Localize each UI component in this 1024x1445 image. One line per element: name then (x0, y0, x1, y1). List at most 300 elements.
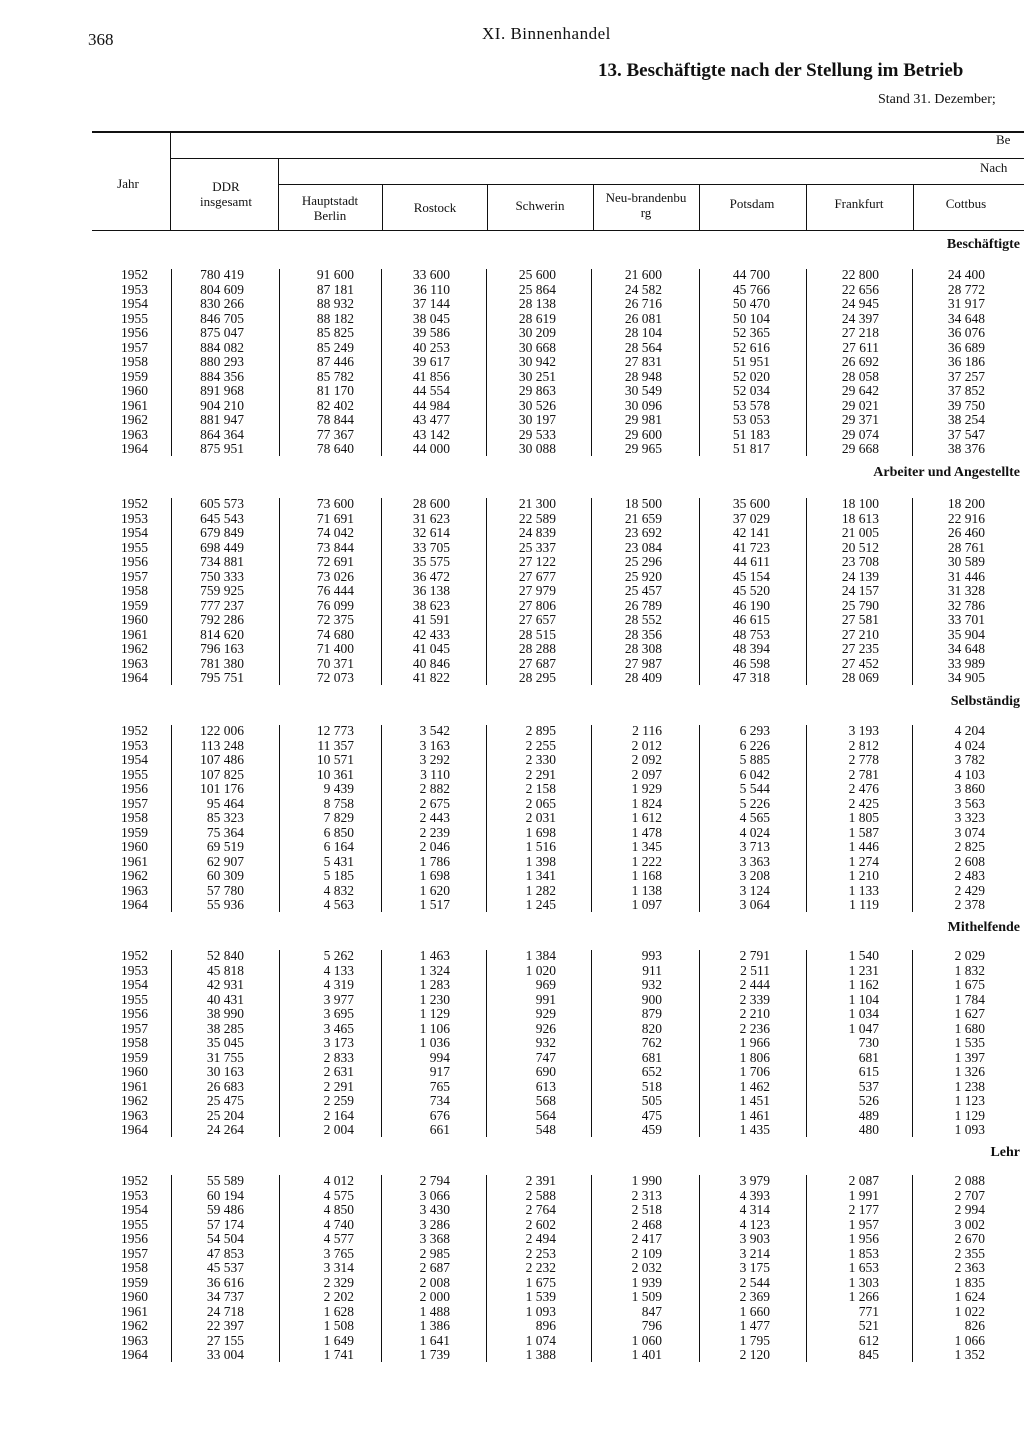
table-cell: 37 029 (732, 510, 770, 526)
table-cell: 24 582 (624, 281, 662, 297)
table-cell: 6 042 (739, 766, 770, 782)
table-cell: 1 641 (419, 1332, 450, 1348)
table-cell: 781 380 (200, 655, 244, 671)
table-cell: 57 780 (206, 882, 244, 898)
table-cell: 36 110 (413, 281, 450, 297)
table-cell: 28 761 (947, 539, 985, 555)
table-cell: 72 073 (316, 670, 354, 685)
table-cell: 41 045 (412, 641, 450, 656)
table-cell: 73 844 (316, 539, 354, 555)
table-cell: 4 204 (954, 723, 985, 738)
table-cell: 24 157 (841, 583, 879, 598)
year-cell: 1953 (121, 281, 148, 297)
table-cell: 1 991 (848, 1187, 879, 1203)
table-cell: 847 (641, 1303, 662, 1319)
table-cell: 2 602 (525, 1216, 556, 1232)
header-frankfurt: Frankfurt (834, 196, 884, 211)
table-cell: 21 300 (518, 496, 556, 511)
table-cell: 475 (641, 1107, 662, 1123)
table-cell: 3 173 (323, 1035, 354, 1050)
table-cell: 36 076 (947, 325, 985, 340)
table-cell: 881 947 (200, 412, 244, 427)
table-cell: 31 446 (947, 568, 985, 584)
year-cell: 1955 (121, 1216, 148, 1232)
table-cell: 1 680 (954, 1020, 985, 1036)
table-cell: 46 615 (732, 612, 770, 627)
table-cell: 1 539 (525, 1289, 556, 1304)
table-cell: 30 088 (518, 441, 556, 456)
table-cell: 6 850 (323, 824, 354, 840)
table-cell: 2 029 (954, 948, 985, 963)
table-cell: 32 614 (412, 525, 450, 540)
table-cell: 30 251 (518, 368, 556, 384)
table-cell: 2 355 (954, 1245, 985, 1261)
table-cell: 25 920 (624, 568, 662, 584)
table-cell: 52 034 (732, 383, 770, 398)
year-cell: 1958 (121, 1260, 148, 1275)
table-cell: 1 324 (419, 962, 450, 978)
table-cell: 2 825 (954, 839, 985, 854)
table-cell: 25 475 (206, 1093, 244, 1108)
be-rule (170, 158, 1024, 159)
table-cell: 24 264 (206, 1122, 244, 1137)
table-cell: 2 895 (525, 723, 556, 738)
table-cell: 2 012 (631, 737, 662, 753)
table-cell: 5 226 (739, 795, 770, 811)
table-cell: 29 981 (624, 412, 662, 427)
table-cell: 71 691 (316, 510, 354, 526)
table-cell: 78 844 (316, 412, 354, 427)
header-potsdam: Potsdam (729, 196, 775, 211)
column-divider (486, 498, 487, 685)
table-cell: 78 640 (316, 441, 354, 456)
table-cell: 36 616 (206, 1274, 244, 1290)
table-cell: 2 391 (525, 1173, 556, 1188)
table-cell: 2 087 (848, 1173, 879, 1188)
header-jahr: Jahr (117, 176, 139, 191)
table-cell: 1 210 (848, 868, 879, 883)
table-cell: 1 138 (631, 882, 662, 898)
table-cell: 2 608 (954, 853, 985, 869)
table-cell: 35 904 (947, 626, 985, 642)
table-cell: 41 723 (732, 539, 770, 555)
table-cell: 28 409 (624, 670, 662, 685)
header-neubrandenburg: Neu-brandenburg (605, 190, 687, 220)
table-cell: 3 368 (419, 1231, 450, 1246)
table-cell: 1 478 (631, 824, 662, 840)
table-cell: 1 653 (848, 1260, 879, 1275)
table-cell: 1 957 (848, 1216, 879, 1232)
table-cell: 29 600 (624, 426, 662, 442)
table-cell: 31 623 (412, 510, 450, 526)
year-cell: 1959 (121, 597, 148, 613)
table-cell: 1 435 (739, 1122, 770, 1137)
table-cell: 21 659 (624, 510, 662, 526)
table-cell: 1 966 (739, 1035, 770, 1050)
table-cell: 1 517 (419, 897, 450, 912)
table-cell: 87 181 (316, 281, 354, 297)
table-cell: 41 856 (412, 368, 450, 384)
table-cell: 1 231 (848, 962, 879, 978)
year-cell: 1954 (121, 1202, 148, 1217)
table-cell: 22 589 (518, 510, 556, 526)
table-cell: 1 401 (631, 1347, 662, 1362)
table-cell: 1 388 (525, 1347, 556, 1362)
column-divider (806, 1175, 807, 1362)
table-cell: 43 477 (412, 412, 450, 427)
table-cell: 75 364 (206, 824, 244, 840)
table-cell: 4 832 (323, 882, 354, 898)
table-cell: 59 486 (206, 1202, 244, 1217)
table-cell: 26 081 (624, 310, 662, 326)
table-cell: 875 951 (200, 441, 244, 456)
table-cell: 3 903 (739, 1231, 770, 1246)
table-cell: 5 185 (323, 868, 354, 883)
table-cell: 22 656 (841, 281, 879, 297)
table-cell: 4 024 (954, 737, 985, 753)
table-cell: 780 419 (200, 267, 244, 282)
table-cell: 698 449 (200, 539, 244, 555)
column-divider (806, 725, 807, 912)
column-divider (912, 1175, 913, 1362)
table-title: 13. Beschäftigte nach der Stellung im Betrieb (598, 60, 964, 81)
table-cell: 2 544 (739, 1274, 770, 1290)
table-cell: 880 293 (200, 354, 244, 369)
table-cell: 771 (858, 1303, 879, 1319)
table-cell: 38 376 (947, 441, 985, 456)
table-cell: 759 925 (200, 583, 244, 598)
header-divider (487, 184, 488, 230)
table-cell: 36 689 (947, 339, 985, 355)
table-cell: 29 668 (841, 441, 879, 456)
table-cell: 613 (535, 1078, 556, 1094)
table-cell: 845 (858, 1347, 879, 1362)
table-cell: 18 200 (947, 496, 985, 511)
table-cell: 4 024 (739, 824, 770, 840)
table-cell: 24 839 (518, 525, 556, 540)
table-cell: 27 806 (518, 597, 556, 613)
table-cell: 37 144 (412, 296, 450, 311)
table-cell: 25 600 (518, 267, 556, 282)
table-cell: 43 142 (412, 426, 450, 442)
table-cell: 1 956 (848, 1231, 879, 1246)
column-divider (279, 269, 280, 456)
year-cell: 1956 (121, 554, 148, 569)
table-cell: 3 292 (419, 752, 450, 767)
table-cell: 4 740 (323, 1216, 354, 1232)
column-divider (381, 269, 382, 456)
table-cell: 2 097 (631, 766, 662, 782)
table-cell: 2 239 (419, 824, 450, 840)
table-cell: 101 176 (200, 781, 244, 796)
year-cell: 1955 (121, 310, 148, 326)
table-cell: 826 (964, 1318, 985, 1333)
table-cell: 1 739 (419, 1347, 450, 1362)
header-divider (382, 184, 383, 230)
table-cell: 1 066 (954, 1332, 985, 1348)
table-cell: 2 687 (419, 1260, 450, 1275)
table-cell: 29 371 (841, 412, 879, 427)
year-cell: 1954 (121, 977, 148, 992)
table-cell: 2 764 (525, 1202, 556, 1217)
table-cell: 932 (641, 977, 662, 992)
table-cell: 2 329 (323, 1274, 354, 1290)
table-cell: 27 611 (842, 339, 879, 355)
table-cell: 37 547 (947, 426, 985, 442)
table-cell: 95 464 (206, 795, 244, 811)
table-cell: 3 208 (739, 868, 770, 883)
table-cell: 54 504 (206, 1231, 244, 1246)
table-cell: 21 005 (841, 525, 879, 540)
year-cell: 1954 (121, 296, 148, 311)
table-cell: 2 812 (848, 737, 879, 753)
chapter-heading: XI. Binnenhandel (482, 24, 611, 43)
table-cell: 21 600 (624, 267, 662, 282)
table-cell: 36 472 (412, 568, 450, 584)
table-cell: 1 649 (323, 1332, 354, 1348)
table-cell: 1 805 (848, 810, 879, 825)
table-cell: 87 446 (316, 354, 354, 369)
table-cell: 2 791 (739, 948, 770, 963)
section-label: Mithelfende (947, 920, 1020, 935)
table-cell: 44 554 (412, 383, 450, 398)
stand-note: Stand 31. Dezember; (878, 92, 996, 107)
table-cell: 5 544 (739, 781, 770, 796)
year-cell: 1961 (121, 626, 148, 642)
table-cell: 26 460 (947, 525, 985, 540)
table-cell: 38 045 (412, 310, 450, 326)
table-cell: 23 084 (624, 539, 662, 555)
table-cell: 2 588 (525, 1187, 556, 1203)
table-cell: 52 616 (732, 339, 770, 355)
year-cell: 1953 (121, 962, 148, 978)
table-cell: 3 064 (739, 897, 770, 912)
table-cell: 2 417 (631, 1231, 662, 1246)
table-cell: 661 (429, 1122, 450, 1137)
table-cell: 929 (535, 1006, 556, 1021)
table-cell: 27 218 (841, 325, 879, 340)
table-cell: 2 378 (954, 897, 985, 912)
table-cell: 25 790 (841, 597, 879, 613)
table-cell: 1 741 (323, 1347, 354, 1362)
table-cell: 2 092 (631, 752, 662, 767)
table-cell: 1 341 (525, 868, 556, 883)
table-cell: 28 058 (841, 368, 879, 384)
table-cell: 2 675 (419, 795, 450, 811)
table-cell: 28 295 (518, 670, 556, 685)
column-divider (699, 1175, 700, 1362)
table-cell: 28 619 (518, 310, 556, 326)
table-cell: 5 431 (323, 853, 354, 869)
table-cell: 777 237 (200, 597, 244, 613)
table-cell: 33 600 (412, 267, 450, 282)
table-cell: 2 088 (954, 1173, 985, 1188)
year-cell: 1953 (121, 1187, 148, 1203)
table-cell: 24 397 (841, 310, 879, 326)
table-cell: 45 818 (206, 962, 244, 978)
table-cell: 4 123 (739, 1216, 770, 1232)
column-divider (699, 498, 700, 685)
table-cell: 1 168 (631, 868, 662, 883)
header-be: Be (996, 132, 1011, 147)
table-cell: 4 575 (323, 1187, 354, 1203)
column-divider (912, 950, 913, 1137)
table-cell: 30 668 (518, 339, 556, 355)
column-divider (279, 725, 280, 912)
table-cell: 42 433 (412, 626, 450, 642)
table-cell: 28 772 (947, 281, 985, 297)
table-cell: 2 468 (631, 1216, 662, 1232)
table-cell: 20 512 (841, 539, 879, 555)
table-cell: 2 109 (631, 1245, 662, 1261)
year-cell: 1960 (121, 1289, 148, 1304)
table-cell: 40 431 (206, 991, 244, 1007)
table-cell: 1 824 (631, 795, 662, 811)
table-cell: 30 096 (624, 397, 662, 413)
column-divider (486, 950, 487, 1137)
table-cell: 548 (535, 1122, 556, 1137)
table-cell: 3 074 (954, 824, 985, 840)
table-cell: 52 365 (732, 325, 770, 340)
table-cell: 74 042 (316, 525, 354, 540)
table-cell: 45 154 (732, 568, 770, 584)
table-cell: 911 (642, 962, 662, 978)
table-cell: 747 (535, 1049, 556, 1065)
column-divider (171, 498, 172, 685)
table-cell: 25 337 (518, 539, 556, 555)
year-cell: 1964 (121, 1122, 148, 1137)
year-cell: 1952 (121, 496, 148, 511)
table-cell: 3 977 (323, 991, 354, 1007)
table-cell: 3 066 (419, 1187, 450, 1203)
table-cell: 82 402 (316, 397, 354, 413)
year-cell: 1962 (121, 1093, 148, 1108)
year-cell: 1963 (121, 1332, 148, 1348)
table-cell: 29 533 (518, 426, 556, 442)
header-divider (913, 184, 914, 230)
table-cell: 1 104 (848, 991, 879, 1007)
year-cell: 1962 (121, 412, 148, 427)
page-number: 368 (88, 30, 114, 49)
column-divider (486, 1175, 487, 1362)
column-divider (279, 498, 280, 685)
table-cell: 3 979 (739, 1173, 770, 1188)
table-cell: 1 508 (323, 1318, 354, 1333)
year-cell: 1958 (121, 583, 148, 598)
table-cell: 76 099 (316, 597, 354, 613)
table-cell: 2 339 (739, 991, 770, 1007)
table-cell: 50 104 (732, 310, 770, 326)
table-cell: 1 119 (849, 897, 879, 912)
year-cell: 1956 (121, 1231, 148, 1246)
column-divider (279, 1175, 280, 1362)
year-cell: 1960 (121, 612, 148, 627)
header-rostock: Rostock (413, 200, 457, 215)
column-divider (381, 498, 382, 685)
table-cell: 891 968 (200, 383, 244, 398)
header-divider (806, 184, 807, 230)
column-divider (912, 269, 913, 456)
table-cell: 879 (641, 1006, 662, 1021)
table-cell: 48 394 (732, 641, 770, 656)
table-cell: 1 462 (739, 1078, 770, 1094)
table-cell: 681 (858, 1049, 879, 1065)
table-cell: 25 204 (206, 1107, 244, 1123)
table-cell: 7 829 (323, 810, 354, 825)
table-cell: 6 226 (739, 737, 770, 753)
table-cell: 47 318 (732, 670, 770, 685)
table-cell: 2 494 (525, 1231, 556, 1246)
table-cell: 4 012 (323, 1173, 354, 1188)
table-cell: 3 465 (323, 1020, 354, 1036)
table-cell: 33 004 (206, 1347, 244, 1362)
table-cell: 31 755 (206, 1049, 244, 1065)
table-cell: 24 718 (206, 1303, 244, 1319)
table-cell: 3 214 (739, 1245, 770, 1261)
table-cell: 4 319 (323, 977, 354, 992)
section-label: Arbeiter und Angestellte (873, 465, 1020, 480)
table-cell: 73 600 (316, 496, 354, 511)
table-cell: 2 004 (323, 1122, 354, 1137)
table-cell: 904 210 (200, 397, 244, 413)
year-cell: 1952 (121, 267, 148, 282)
table-cell: 1 397 (954, 1049, 985, 1065)
column-divider (381, 725, 382, 912)
year-cell: 1961 (121, 1303, 148, 1319)
table-cell: 2 985 (419, 1245, 450, 1261)
table-cell: 9 439 (323, 781, 354, 796)
header-bottom-rule (92, 230, 1024, 231)
table-cell: 1 238 (954, 1078, 985, 1094)
table-cell: 27 831 (624, 354, 662, 369)
table-cell: 884 082 (200, 339, 244, 355)
table-cell: 568 (535, 1093, 556, 1108)
section-label: Beschäftigte (946, 237, 1020, 252)
table-cell: 28 552 (624, 612, 662, 627)
table-cell: 526 (858, 1093, 879, 1108)
table-cell: 765 (429, 1078, 450, 1094)
year-cell: 1953 (121, 737, 148, 753)
table-cell: 796 163 (200, 641, 244, 656)
table-cell: 85 825 (316, 325, 354, 340)
table-cell: 52 020 (732, 368, 770, 384)
header-schwerin: Schwerin (515, 198, 565, 213)
table-cell: 107 486 (200, 752, 244, 767)
table-cell: 27 979 (518, 583, 556, 598)
table-cell: 2 707 (954, 1187, 985, 1203)
table-cell: 39 750 (947, 397, 985, 413)
table-cell: 1 675 (954, 977, 985, 992)
table-cell: 4 314 (739, 1202, 770, 1217)
table-cell: 2 202 (323, 1289, 354, 1304)
table-cell: 1 022 (954, 1303, 985, 1319)
table-cell: 3 002 (954, 1216, 985, 1232)
table-cell: 38 254 (947, 412, 985, 427)
year-cell: 1954 (121, 525, 148, 540)
table-cell: 3 175 (739, 1260, 770, 1275)
table-cell: 44 611 (733, 554, 770, 569)
table-cell: 4 577 (323, 1231, 354, 1246)
year-cell: 1964 (121, 441, 148, 456)
table-cell: 38 623 (412, 597, 450, 613)
table-cell: 37 257 (947, 368, 985, 384)
table-cell: 3 163 (419, 737, 450, 753)
table-cell: 5 262 (323, 948, 354, 963)
table-cell: 22 397 (206, 1318, 244, 1333)
table-cell: 2 670 (954, 1231, 985, 1246)
table-cell: 12 773 (316, 723, 354, 738)
table-cell: 1 929 (631, 781, 662, 796)
